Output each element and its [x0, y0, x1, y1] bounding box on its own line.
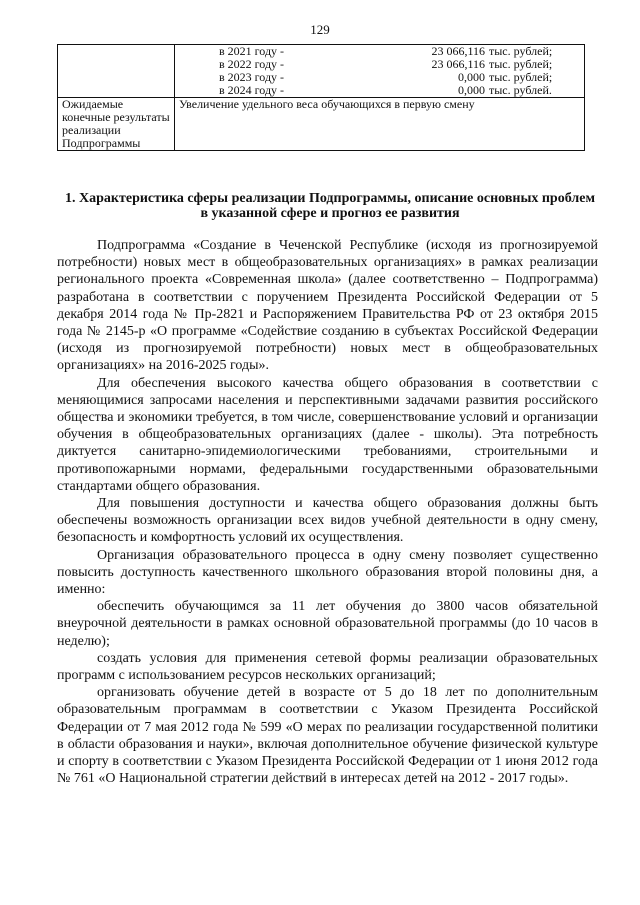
section-title: 1. Характеристика сферы реализации Подпрограммы, описание основных проблем в указанной сфере и прогноз ее развития — [65, 191, 595, 221]
paragraph: Организация образовательного процесса в одну смену позволяет существенно повысить доступность качественного школьного образования второй половины дня, а именно: — [57, 547, 598, 598]
financing-line — [179, 84, 580, 97]
financing-year: в 2022 году - — [219, 57, 285, 71]
outcome-text: Увеличение удельного веса обучающихся в первую смену — [175, 98, 585, 151]
body-text — [57, 237, 598, 788]
paragraph: Подпрограмма «Создание в Чеченской Республике (исходя из прогнозируемой потребности) новых мест в общеобразовательных организациях» в рамках реализации регионального проекта «Современная школа» (далее соответственно – Подпрограмма) разработана в соответствии с поручением Президента Российской Федерации от 5 декабря 2014 года № Пр-2821 и Распоряжением Правительства РФ от 23 октября 2015 года № 2145-р «О программе «Содействие созданию в субъектах Российской Федерации (исходя из прогнозируемой потребности) новых мест в общеобразовательных организациях» на 2016-2025 годы». — [57, 238, 598, 374]
paragraph: Для обеспечения высокого качества общего образования в соответствии с меняющимися запросами населения и перспективными задачами развития российского общества и экономики требуется, в том числе, совершенствование условий и организации обучения в общеобразовательных организациях (далее - школы). Эта потребность диктуется санитарно-эпидемиологическими требованиями, строительными и противопожарными нормами, федеральными государственными образовательными стандартами общего образования. — [57, 375, 598, 494]
table-cell-empty — [58, 45, 175, 98]
outcome-label: Ожидаемые конечные результаты реализации Подпрограммы — [58, 98, 175, 151]
page-number: 129 — [310, 22, 330, 37]
financing-cell — [175, 45, 585, 98]
table-row — [58, 98, 585, 151]
paragraph: обеспечить обучающимся за 11 лет обучения до 3800 часов обязательной внеурочной деятельности в рамках основной образовательной программы (до 10 часов в неделю); — [57, 599, 598, 649]
financing-amount: 0,000 — [458, 70, 485, 84]
financing-unit: тыс. рублей. — [489, 83, 552, 97]
passport-table — [57, 44, 585, 151]
paragraph: организовать обучение детей в возрасте от 5 до 18 лет по дополнительным образовательным программам в соответствии с Указом Президента Российской Федерации от 7 мая 2012 года № 599 «О мерах по реализации государственной политики в области образования и науки», включая дополнительное обучение физической культуре и спорту в соответствии с Указом Президента Российской Федерации от 1 июня 2012 года № 761 «О Национальной стратегии действий в интересах детей на 2012 - 2017 годы». — [57, 685, 598, 787]
financing-unit: тыс. рублей; — [489, 44, 553, 58]
paragraph: создать условия для применения сетевой формы реализации образовательных программ с использованием ресурсов нескольких организаций; — [57, 650, 598, 684]
financing-year: в 2023 году - — [219, 70, 285, 84]
financing-unit: тыс. рублей; — [489, 70, 553, 84]
financing-amount: 23 066,116 — [431, 44, 485, 58]
paragraph: Для повышения доступности и качества общего образования должны быть обеспечены возможность организации всех видов учебной деятельности в одну смену, безопасность и комфортность условий их осуществления. — [57, 496, 598, 546]
financing-year: в 2024 году - — [219, 83, 285, 97]
financing-unit: тыс. рублей; — [489, 57, 553, 71]
financing-amount: 0,000 — [458, 83, 485, 97]
financing-amount: 23 066,116 — [431, 57, 485, 71]
financing-year: в 2021 году - — [219, 44, 285, 58]
table-row — [58, 45, 585, 98]
